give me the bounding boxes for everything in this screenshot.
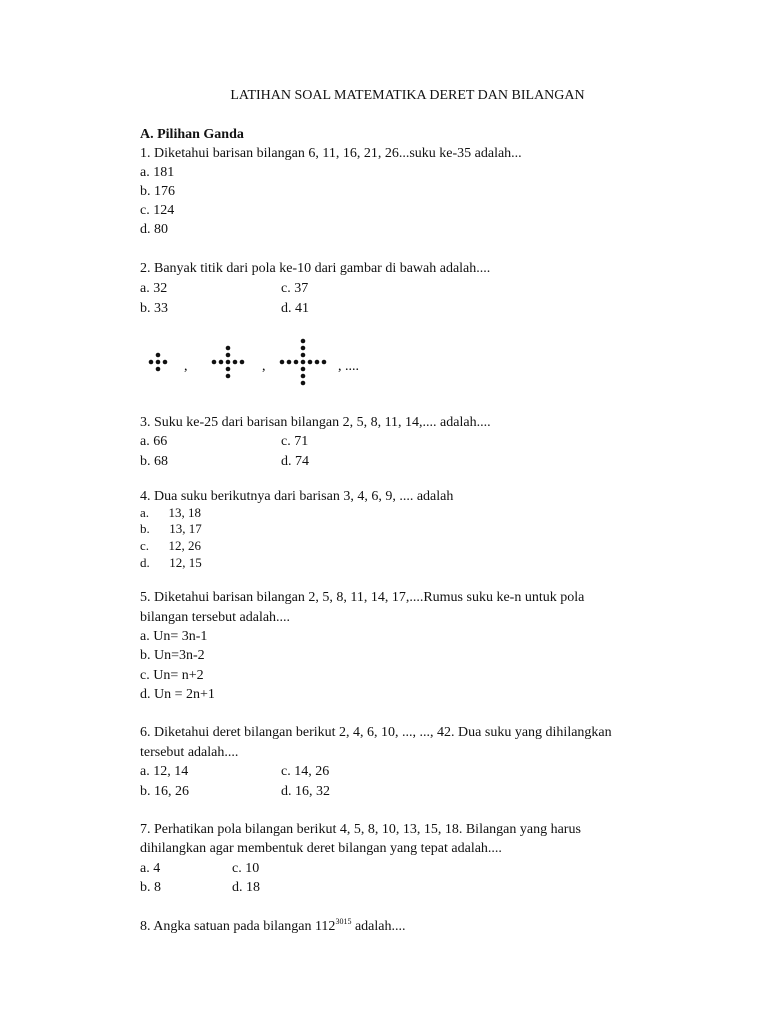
option-5c: c. Un= n+2 [140, 668, 204, 683]
question-8-text [140, 918, 405, 936]
option-7d: d. 18 [232, 880, 260, 895]
pattern-3-dot [301, 367, 306, 372]
question-5-text-line2: bilangan tersebut adalah.... [140, 610, 291, 625]
question-6-text-line1: 6. Diketahui deret bilangan berikut 2, 4, 6, 10, ..., ..., 42. Dua suku yang dihilangkan [140, 725, 612, 740]
question-1-text: 1. Diketahui barisan bilangan 6, 11, 16, 21, 26...suku ke-35 adalah... [140, 146, 522, 161]
pattern-2-dot [233, 360, 238, 365]
pattern-3-dot [301, 339, 306, 344]
option-2c: c. 37 [281, 281, 309, 296]
question-6-text-line2: tersebut adalah.... [140, 745, 239, 760]
figure-comma-2: , [262, 359, 266, 374]
option-2b: b. 33 [140, 301, 168, 316]
option-6b: b. 16, 26 [140, 784, 189, 799]
pattern-2-dot [226, 346, 231, 351]
pattern-3-dot [315, 360, 320, 365]
dot-pattern-figure [140, 330, 400, 392]
option-3b: b. 68 [140, 454, 168, 469]
option-6c: c. 14, 26 [281, 764, 330, 779]
option-5b: b. Un=3n-2 [140, 648, 205, 663]
option-7a: a. 4 [140, 861, 161, 876]
pattern-3-dot [301, 374, 306, 379]
option-2d: d. 41 [281, 301, 309, 316]
pattern-3-dot [301, 381, 306, 386]
question-8-exponent: 3015 [335, 917, 352, 926]
pattern-3-dot [322, 360, 327, 365]
question-7-text-line1: 7. Perhatikan pola bilangan berikut 4, 5, 8, 10, 13, 15, 18. Bilangan yang harus [140, 822, 581, 837]
pattern-1-dot [156, 367, 161, 372]
pattern-2-dot [226, 367, 231, 372]
section-heading: A. Pilihan Ganda [140, 127, 244, 142]
option-1a: a. 181 [140, 165, 175, 180]
pattern-3-dot [280, 360, 285, 365]
option-7c: c. 10 [232, 861, 260, 876]
pattern-1-dot [163, 360, 168, 365]
pattern-1-dot [149, 360, 154, 365]
option-1b: b. 176 [140, 184, 175, 199]
option-5a: a. Un= 3n-1 [140, 629, 208, 644]
pattern-3-dot [301, 346, 306, 351]
question-4-text: 4. Dua suku berikutnya dari barisan 3, 4, 6, 9, .... adalah [140, 489, 454, 504]
option-4c: c. 12, 26 [140, 538, 202, 553]
pattern-2-dot [219, 360, 224, 365]
option-4d: d. 12, 15 [140, 555, 202, 570]
option-7b: b. 8 [140, 880, 161, 895]
pattern-2-dot [212, 360, 217, 365]
pattern-3-dot [301, 360, 306, 365]
question-8-suffix: adalah.... [351, 919, 406, 934]
pattern-2-dot [226, 360, 231, 365]
option-5d: d. Un = 2n+1 [140, 687, 215, 702]
question-2-text: 2. Banyak titik dari pola ke-10 dari gambar di bawah adalah.... [140, 261, 491, 276]
option-3a: a. 66 [140, 434, 168, 449]
question-5-text-line1: 5. Diketahui barisan bilangan 2, 5, 8, 11, 14, 17,....Rumus suku ke-n untuk pola [140, 590, 585, 605]
pattern-3-dot [308, 360, 313, 365]
option-4a: a. 13, 18 [140, 505, 202, 520]
pattern-3-dot [301, 353, 306, 358]
figure-ellipsis: , .... [338, 359, 359, 374]
option-1c: c. 124 [140, 203, 175, 218]
option-3d: d. 74 [281, 454, 309, 469]
question-3-text: 3. Suku ke-25 dari barisan bilangan 2, 5, 8, 11, 14,.... adalah.... [140, 415, 491, 430]
pattern-2-dot [240, 360, 245, 365]
option-4b: b. 13, 17 [140, 521, 202, 536]
option-6a: a. 12, 14 [140, 764, 189, 779]
pattern-1-dot [156, 360, 161, 365]
pattern-1-dot [156, 353, 161, 358]
pattern-2-dot [226, 353, 231, 358]
option-6d: d. 16, 32 [281, 784, 330, 799]
question-8-prefix: 8. Angka satuan pada bilangan 112 [140, 919, 336, 934]
figure-comma-1: , [184, 359, 188, 374]
document-title: LATIHAN SOAL MATEMATIKA DERET DAN BILANGAN [230, 88, 585, 103]
question-7-text-line2: dihilangkan agar membentuk deret bilangan yang tepat adalah.... [140, 841, 502, 856]
option-2a: a. 32 [140, 281, 168, 296]
pattern-2-dot [226, 374, 231, 379]
pattern-3-dot [294, 360, 299, 365]
pattern-3-dot [287, 360, 292, 365]
option-3c: c. 71 [281, 434, 309, 449]
option-1d: d. 80 [140, 222, 168, 237]
